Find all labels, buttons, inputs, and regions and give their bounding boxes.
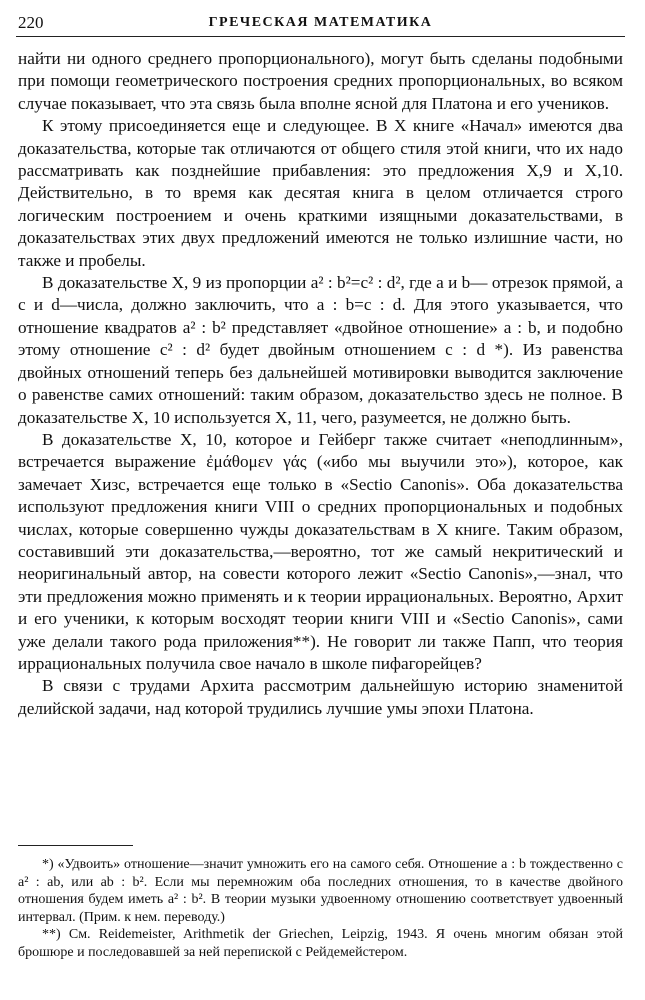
- page-number: 220: [18, 13, 44, 32]
- footnote: **) См. Reidemeister, Arithmetik der Griechen, Leipzig, 1943. Я очень многим обязан этой брошюре и последовавшей за ней перепиской с Рейдемейстером.: [18, 927, 623, 960]
- paragraph-continued: найти ни одного среднего пропорционального), могут быть сделаны подобными при помощи геометрического построения средних пропорциональных, во всяком случае показывает, что эта связь была вполне ясной для Платона и его учеников.: [18, 49, 623, 113]
- paragraph: В доказательстве X, 10, которое и Гейберг также считает «неподлинным», встречается выражение ἐμάθομεν γάς («ибо мы выучили это»), которое, как замечает Хизс, встречается еще только в «Sectio Canonis». Оба доказательства используют предложения книги VIII о средних пропорциональных и подобных числах, которые совершенно чужды доказательствам в X книге. Таким образом, составивший эти доказательства,—вероятно, тот же самый некритический и неоригинальный автор, на совести которого лежит «Sectio Canonis»,—знал, что эти предложения можно применять и к теории иррациональных. Вероятно, Архит и его ученики, к которым восходят теории книги VIII и «Sectio Canonis», сами уже делали такого рода приложения**). Не говорит ли также Папп, что теория иррациональных получила свое начало в школе пифагорейцев?: [18, 429, 623, 673]
- running-title: ГРЕЧЕСКАЯ МАТЕМАТИКА: [208, 15, 433, 30]
- paragraph: К этому присоединяется еще и следующее. В X книге «Начал» имеются два доказательства, которые так отличаются от общего стиля этой книги, что их надо рассматривать как позднейшие прибавления: это предложения X,9 и X,10. Действительно, в то время как десятая книга в целом отличается строго логическим построением и очень краткими изящными доказательствами, в доказательствах этих двух предложений имеются не только излишние части, но также и пробелы.: [18, 116, 623, 270]
- page-header: [16, 10, 625, 37]
- paragraph: В связи с трудами Архита рассмотрим дальнейшую историю знаменитой делийской задачи, над которой трудились лучшие умы эпохи Платона.: [18, 676, 623, 718]
- paragraph: В доказательстве X, 9 из пропорции a² : b²=c² : d², где a и b— отрезок прямой, а c и d—числа, должно заключить, что a : b=c : d. Для этого указывается, что отношение квадратов a² : b² представляет «двойное отношение» a : b, и подобно этому отношение c² : d² будет двойным отношением c : d *). Из равенства двойных отношений теперь без дальнейшей мотивировки выводится заключение о равенстве самих отношений: таким образом, доказательство здесь не полное. В доказательстве X, 10 используется X, 11, чего, разумеется, не должно быть.: [18, 273, 623, 427]
- footnote-divider: [18, 845, 133, 846]
- main-text: [18, 48, 623, 720]
- footnotes: [18, 856, 623, 961]
- footnote: *) «Удвоить» отношение—значит умножить его на самого себя. Отношение a : b тождественно с a² : ab, или ab : b². Если мы перемножим оба последних отношения, то в качестве двойного отношения будем иметь a² : b². В теории музыки удвоенному отношению соответствует удвоенный интервал. (Прим. к нем. переводу.): [18, 857, 623, 925]
